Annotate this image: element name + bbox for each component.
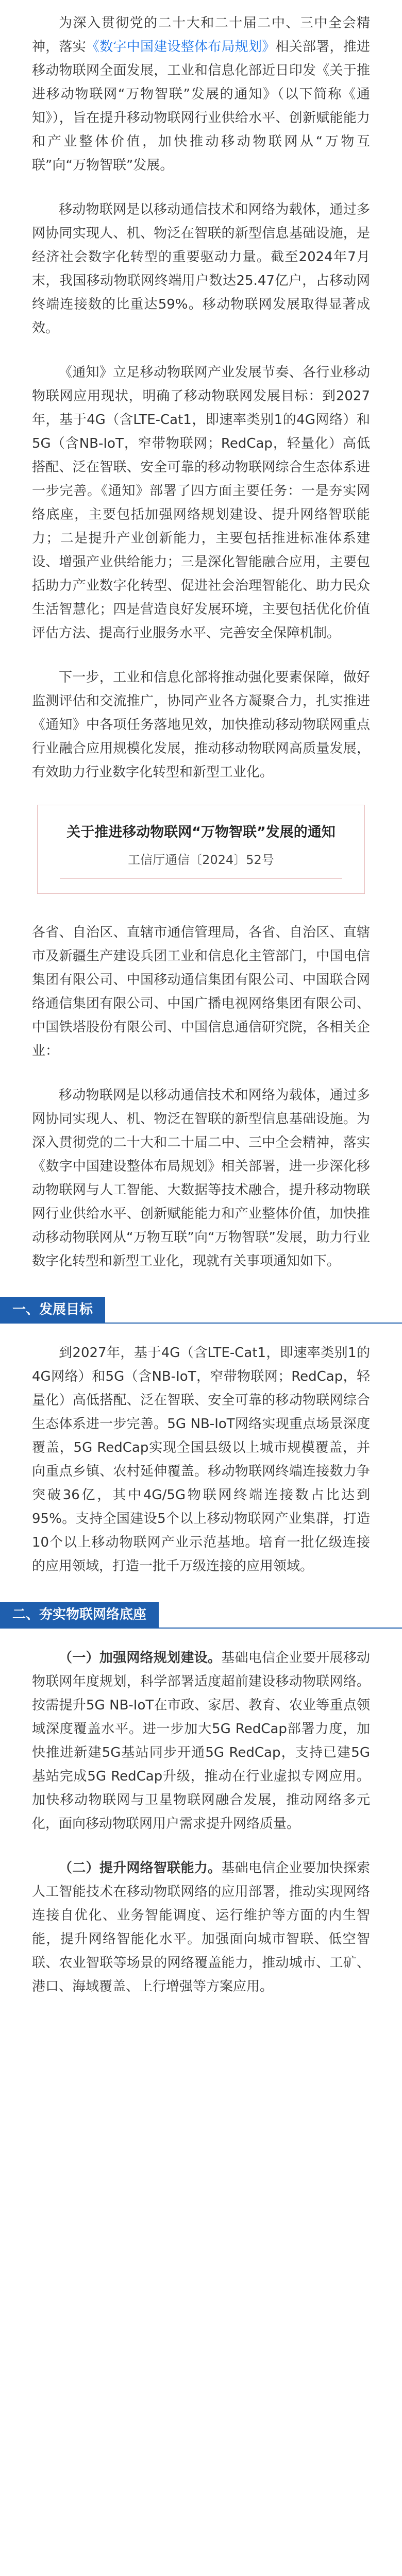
section-paragraph xyxy=(32,1646,370,1836)
notice-body: 移动物联网是以移动通信技术和网络为载体，通过多网协同实现人、机、物泛在智联的新型信息基础设施。为深入贯彻党的二十大和二十届二中、三中全会精神，落实《数字中国建设整体布局规划》相关部署，进一步深化移动物联网与人工智能、大数据等技术融合，提升移动物联网行业供给水平、创新赋能能力和产业整体价值，加快推动移动物联网从“万物互联”向“万物智联”发展，助力行业数字化转型和新型工业化，现就有关事项通知如下。 xyxy=(32,1088,370,1269)
intro-paragraph-1 xyxy=(32,11,370,177)
intro-text-before-link: 为深入贯彻党的二十大和二十届二中、三中全会精神，落实 xyxy=(32,15,370,55)
paragraph-text: 到2027年，基于4G（含LTE-Cat1，即速率类别1的4G网络）和5G（含NB-IoT，窄带物联网；RedCap，轻量化）高低搭配、泛在智联、安全可靠的移动物联网综合生态体系进一步完善。5G NB-IoT网络实现重点场景深度覆盖，5G RedCap实现全国县级以上城市规模覆盖，并向重点乡镇、农村延伸覆盖。移动物联网终端连接数力争突破36亿，其中4G/5G物联网终端连接数占比达到95%。支持全国建设5个以上移动物联网产业集群，打造10个以上移动物联网产业示范基地。培育一批亿级连接的应用领域，打造一批千万级连接的应用领域。 xyxy=(32,1345,370,1574)
section-rule xyxy=(0,1323,402,1324)
notice-title: 关于推进移动物联网“万物智联”发展的通知 xyxy=(66,824,336,840)
notice-header-box xyxy=(37,805,365,894)
intro-paragraph-2: 移动物联网是以移动通信技术和网络为载体，通过多网协同实现人、机、物泛在智联的新型信息基础设施，是经济社会数字化转型的重要驱动力量。截至2024年7月末，我国移动物联网终端用户数达25.47亿户，占移动网终端连接数的比重达59%。移动物联网发展取得显著成效。 xyxy=(32,202,370,336)
sections-container xyxy=(12,1294,370,1998)
subsection-title: （一）加强网络规划建设。 xyxy=(59,1650,222,1666)
notice-addressee: 各省、自治区、直辖市通信管理局，各省、自治区、直辖市及新疆生产建设兵团工业和信息化主管部门，中国电信集团有限公司、中国移动通信集团有限公司、中国联合网络通信集团有限公司、中国广播电视网络集团有限公司、中国铁塔股份有限公司、中国信息通信研究院，各相关企业： xyxy=(32,925,370,1059)
article xyxy=(0,11,402,2050)
intro-paragraph-3: 《通知》立足移动物联网产业发展节奏、各行业移动物联网应用现状，明确了移动物联网发展目标：到2027年，基于4G（含LTE-Cat1，即速率类别1的4G网络）和5G（含NB-IoT，窄带物联网；RedCap，轻量化）高低搭配、泛在智联、安全可靠的移动物联网综合生态体系进一步完善。《通知》部署了四方面主要任务：一是夯实网络底座，主要包括加强网络规划建设、提升网络智联能力；二是提升产业创新能力，主要包括推进标准体系建设、增强产业供给能力；三是深化智能融合应用，主要包括助力产业数字化转型、促进社会治理智能化、助力民众生活智慧化；四是营造良好发展环境，主要包括优化价值评估方法、提高行业服务水平、完善安全保障机制。 xyxy=(32,365,370,641)
section-rule xyxy=(0,1628,402,1629)
section-title: 二、夯实物联网络底座 xyxy=(0,1602,159,1628)
intro-text-after-link: 相关部署，推进移动物联网全面发展，工业和信息化部近日印发《关于推进移动物联网“万物智联”发展的通知》（以下简称《通知》），旨在提升移动物联网行业供给水平、创新赋能能力和产业整体价值，加快推动移动物联网从“万物互联”向“万物智联”发展。 xyxy=(32,39,370,173)
intro-paragraph-4: 下一步，工业和信息化部将推动强化要素保障，做好监测评估和交流推广，协同产业各方凝聚合力，扎实推进《通知》中各项任务落地见效，加快推动移动物联网重点行业融合应用规模化发展，推动移动物联网高质量发展，有效助力行业数字化转型和新型工业化。 xyxy=(32,670,370,780)
plan-link[interactable]: 《数字中国建设整体布局规划》 xyxy=(86,39,276,55)
notice-divider xyxy=(60,878,342,879)
notice-document-number: 工信厅通信〔2024〕52号 xyxy=(128,853,274,867)
section-paragraph xyxy=(32,1856,370,1998)
section-paragraph xyxy=(32,1341,370,1578)
paragraph-text: 基础电信企业要加快探索人工智能技术在移动物联网络的应用部署，推动实现网络连接自优化、业务智能调度、运行维护等方面的内生智能，提升网络智能化水平。加强面向城市智联、低空智联、农业智联等场景的网络覆盖能力，推动城市、工矿、港口、海域覆盖、上行增强等方案应用。 xyxy=(32,1860,370,1994)
section-title: 一、发展目标 xyxy=(0,1297,105,1323)
subsection-title: （二）提升网络智联能力。 xyxy=(59,1860,222,1876)
paragraph-text: 基础电信企业要开展移动物联网年度规划，科学部署适度超前建设移动物联网络。按需提升5G NB-IoT在市政、家居、教育、农业等重点领域深度覆盖水平。进一步加大5G RedCap部署力度，加快推进新建5G基站同步开通5G RedCap，支持已建5G基站完成5G RedCap升级，推动在行业虚拟专网应用。加快移动物联网与卫星物联网融合发展，推动网络多元化，面向移动物联网用户需求提升网络质量。 xyxy=(32,1650,370,1832)
